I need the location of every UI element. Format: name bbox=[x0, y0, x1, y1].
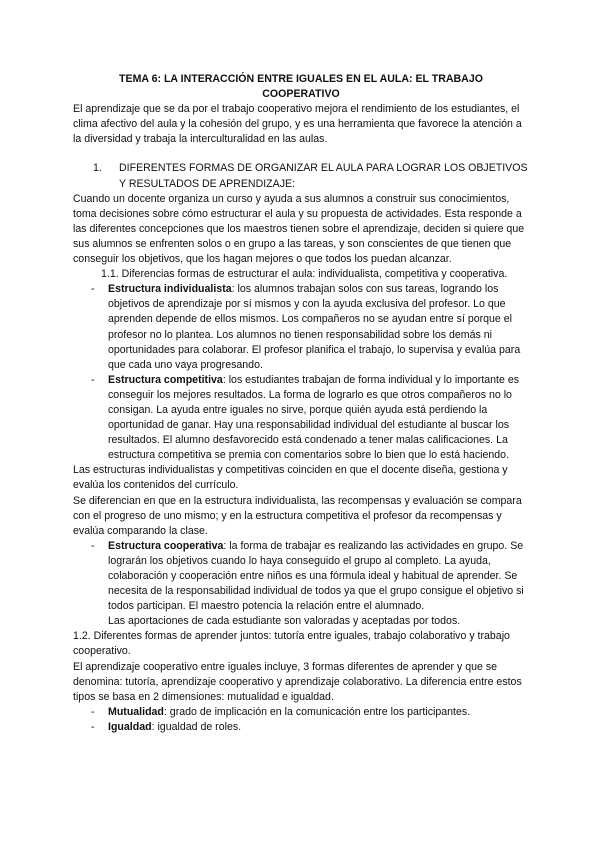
bullet-text bbox=[108, 373, 529, 464]
bullet-description: : igualdad de roles. bbox=[151, 720, 242, 733]
bullet-term: Estructura competitiva bbox=[108, 373, 223, 386]
section-1-heading bbox=[93, 161, 529, 191]
bullet-individualista bbox=[91, 282, 529, 373]
paragraph-aprendizaje-cooperativo: El aprendizaje cooperativo entre iguales incluye, 3 formas diferentes de aprender y que se denomina: tutoría, aprendizaje cooperativo y aprendizaje colaborativo. La diferencia entre estos tipos se basa en 2 dimensiones: mutualidad e igualdad. bbox=[73, 660, 522, 703]
bullet-description: : la forma de trabajar es realizando las actividades en grupo. Se lograrán los objetivos cuando lo haya conseguido el grupo al completo. La ayuda, colaboración y cooperación entre niños es una fórmula ideal y habitual de aprender. Se necesita de la responsabilidad individual de todos ya que el grupo consigue el objetivo si todos participan. El maestro potencia la relación entre el alumnado. bbox=[108, 539, 524, 613]
bullet-cooperativa-tail: Las aportaciones de cada estudiante son valoradas y aceptadas por todos. bbox=[108, 615, 461, 628]
bullet-term: Mutualidad bbox=[108, 705, 164, 718]
section-1-title: DIFERENTES FORMAS DE ORGANIZAR EL AULA PARA LOGRAR LOS OBJETIVOS Y RESULTADOS DE APRENDIZAJE: bbox=[119, 162, 528, 190]
bullet-term: Estructura individualista bbox=[108, 283, 232, 296]
section-1-number: 1. bbox=[93, 162, 102, 175]
bullet-term: Igualdad bbox=[108, 720, 152, 733]
bullet-text bbox=[108, 705, 529, 720]
bullet-mutualidad bbox=[91, 705, 529, 720]
bullet-igualdad bbox=[91, 720, 529, 735]
paragraph-coinciden: Las estructuras individualistas y competitivas coinciden en que el docente diseña, gestiona y evalúa los contenidos del currículo. bbox=[73, 464, 508, 492]
bullet-dash: - bbox=[91, 539, 95, 552]
bullet-description: : los estudiantes trabajan de forma individual y lo importante es conseguir los mejores resultados. La forma de lograrlo es que otros compañeros no lo consigan. La ayuda entre iguales no sirve, porque quién ayuda está perdiendo la oportunidad de ganar. Hay una responsabilidad individual del estudiante al buscar los resultados. El alumno desfavorecido está condenado a tener malas calificaciones. La estructura competitiva se premia con comentarios sobre lo bien que lo está haciendo. bbox=[108, 373, 520, 462]
bullet-text bbox=[108, 282, 529, 373]
bullet-description: : grado de implicación en la comunicación entre los participantes. bbox=[163, 705, 471, 718]
intro-paragraph: El aprendizaje que se da por el trabajo cooperativo mejora el rendimiento de los estudiantes, el clima afectivo del aula y la cohesión del grupo, y es una herramienta que favorece la atención a la diversidad y trabaja la interculturalidad en las aulas. bbox=[73, 103, 522, 146]
subsection-1-1: 1.1. Diferencias formas de estructurar el aula: individualista, competitiva y cooperativa. bbox=[101, 268, 508, 281]
bullet-competitiva bbox=[91, 373, 529, 464]
document-page bbox=[73, 72, 529, 735]
bullet-dash: - bbox=[91, 705, 95, 718]
bullet-dash: - bbox=[91, 283, 95, 296]
bullet-dash: - bbox=[91, 373, 95, 386]
paragraph-diferencian: Se diferencian en que en la estructura individualista, las recompensas y evaluación se compara con el progreso de uno mismo; y en la estructura competitiva el profesor da recompensas y evalúa comparando la clase. bbox=[73, 494, 522, 537]
bullet-dash: - bbox=[91, 720, 95, 733]
document-title: TEMA 6: LA INTERACCIÓN ENTRE IGUALES EN EL AULA: EL TRABAJO COOPERATIVO bbox=[119, 73, 483, 101]
paragraph-organizacion: Cuando un docente organiza un curso y ayuda a sus alumnos a construir sus conocimientos, toma decisiones sobre cómo estructurar el aula y su propuesta de actividades. Esta responde a las diferentes concepciones que los maestros tienen sobre el aprendizaje, deciden si quiere que sus alumnos se enfrenten solos o en grupo a las tareas, y son conscientes de que tienen que conseguir los objetivos, que los hagan mejores o que todos los puedan alcanzar. bbox=[73, 192, 525, 266]
bullet-text bbox=[108, 539, 529, 614]
bullet-cooperativa bbox=[91, 539, 529, 614]
bullet-description: : los alumnos trabajan solos con sus tareas, logrando los objetivos de aprendizaje por sí mismos y con la ayuda exclusiva del profesor. Lo que aprenden depende de ellos mismos. Los compañeros no se ayudan entre sí porque el profesor no lo plantea. Los alumnos no tienen responsabilidad sobre los demás ni oportunidades para colaborar. El profesor planifica el trabajo, lo supervisa y evalúa para que cada uno vaya progresando. bbox=[108, 283, 521, 371]
bullet-text bbox=[108, 720, 529, 735]
bullet-term: Estructura cooperativa bbox=[108, 539, 224, 552]
subsection-1-2: 1.2. Diferentes formas de aprender juntos: tutoría entre iguales, trabajo colaborativo y trabajo cooperativo. bbox=[73, 630, 510, 658]
